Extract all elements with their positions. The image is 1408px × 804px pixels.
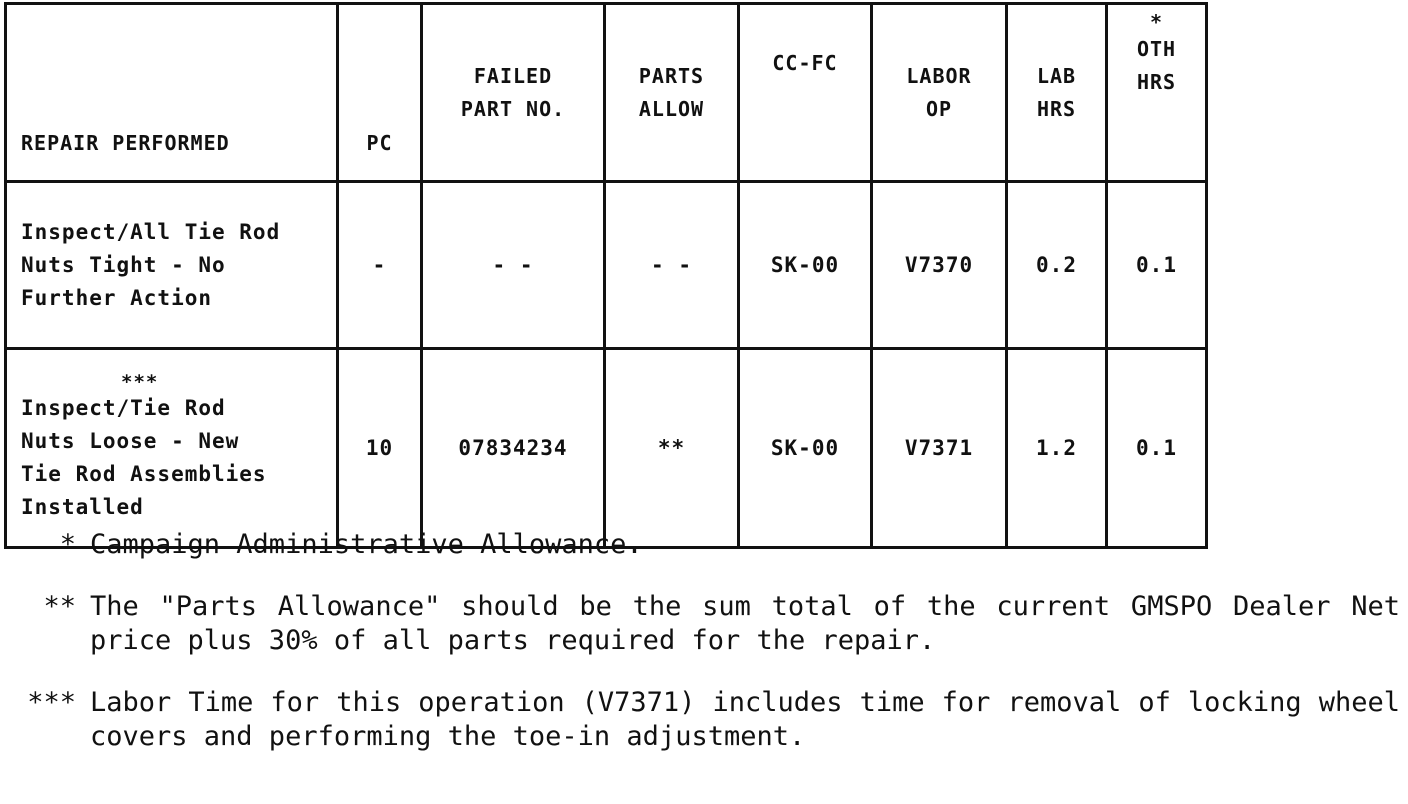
pc-cell: - <box>338 182 422 349</box>
labor-op-cell: V7370 <box>872 182 1007 349</box>
header-labor-line2: OP <box>925 96 953 121</box>
parts-allow-cell: - - <box>605 182 739 349</box>
header-lab-hrs <box>1007 4 1107 182</box>
header-lab-line1: LAB <box>1036 63 1077 88</box>
header-parts-line2: ALLOW <box>638 96 705 121</box>
repair-desc-line: Inspect/Tie Rod <box>21 396 226 420</box>
table-row <box>6 349 1207 548</box>
footnote-text: Labor Time for this operation (V7371) includes time for removal of locking wheel covers and performing the toe-in adjustment. <box>90 687 1400 752</box>
cc-fc-cell: SK-00 <box>739 349 872 548</box>
cc-fc-cell: SK-00 <box>739 182 872 349</box>
oth-hrs-cell: 0.1 <box>1107 182 1207 349</box>
failed-part-cell: 07834234 <box>422 349 605 548</box>
footnote-text: Campaign Administrative Allowance. <box>90 529 643 560</box>
header-repair-performed <box>6 4 338 182</box>
triple-asterisk-marker: *** <box>121 371 159 393</box>
repair-description-cell <box>6 182 338 349</box>
header-pc <box>338 4 422 182</box>
oth-hrs-cell: 0.1 <box>1107 349 1207 548</box>
footnotes <box>0 528 1400 782</box>
repair-desc-line: Tie Rod Assemblies <box>21 462 267 486</box>
header-repair-label: REPAIR PERFORMED <box>21 131 230 155</box>
footnote <box>0 686 1400 754</box>
lab-hrs-cell: 1.2 <box>1007 349 1107 548</box>
footnote <box>0 590 1400 658</box>
header-failed-part-no <box>422 4 605 182</box>
parts-allow-cell: ** <box>605 349 739 548</box>
header-oth-hrs <box>1107 4 1207 182</box>
header-parts-line1: PARTS <box>638 63 705 88</box>
footnote-marker: ** <box>43 591 76 622</box>
lab-hrs-cell: 0.2 <box>1007 182 1107 349</box>
header-parts-allow <box>605 4 739 182</box>
repair-desc-line: Nuts Tight - No <box>21 252 226 277</box>
table-header-row <box>6 4 1207 182</box>
repair-desc-line: Installed <box>21 495 144 519</box>
header-ccfc-label: CC-FC <box>772 51 838 75</box>
header-failed-line1: FAILED <box>473 63 553 88</box>
header-oth-line2: HRS <box>1136 70 1177 94</box>
header-oth-line1: OTH <box>1136 37 1177 61</box>
repair-table-container <box>4 2 1208 549</box>
footnote-marker: * <box>59 529 76 560</box>
header-oth-asterisk: * <box>1149 10 1164 34</box>
table-row <box>6 182 1207 349</box>
footnote <box>0 528 1400 562</box>
footnote-text: The "Parts Allowance" should be the sum total of the current GMSPO Dealer Net price plus 30% of all parts required for the repair. <box>90 591 1400 656</box>
header-labor-line1: LABOR <box>906 63 972 88</box>
pc-cell: 10 <box>338 349 422 548</box>
header-pc-label: PC <box>366 131 393 155</box>
header-labor-op <box>872 4 1007 182</box>
footnote-marker: *** <box>27 687 76 718</box>
repair-desc-line: Further Action <box>21 285 213 310</box>
repair-description-cell <box>6 349 338 548</box>
failed-part-cell: - - <box>422 182 605 349</box>
repair-desc-line: Nuts Loose - New <box>21 429 240 453</box>
header-failed-line2: PART NO. <box>460 96 566 121</box>
repair-desc-line: Inspect/All Tie Rod <box>21 219 281 244</box>
labor-op-cell: V7371 <box>872 349 1007 548</box>
repair-table <box>4 2 1208 549</box>
header-lab-line2: HRS <box>1036 96 1077 121</box>
header-cc-fc <box>739 4 872 182</box>
